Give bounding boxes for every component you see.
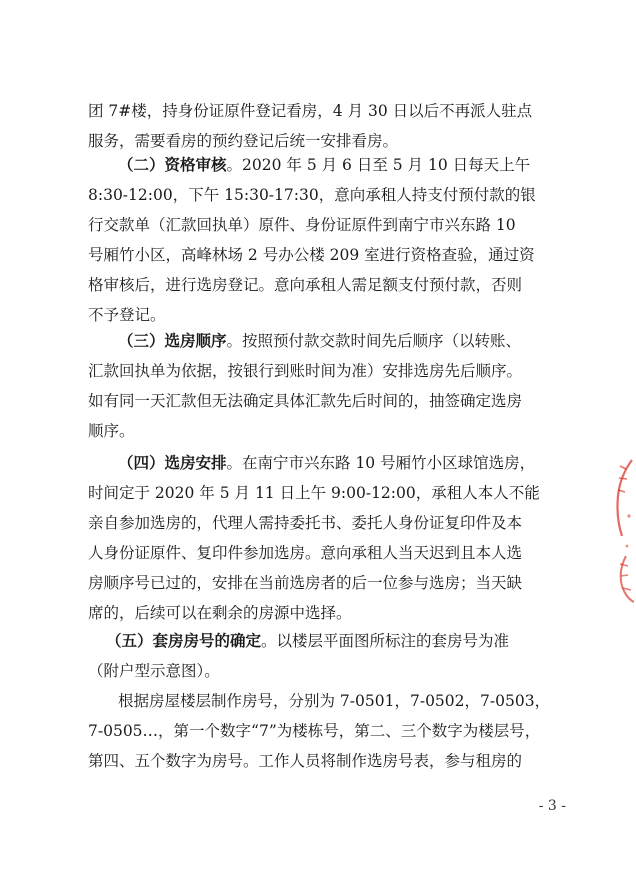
text-run: 。以楼层平面图所标注的套房号为准 bbox=[261, 632, 510, 650]
red-seal-stamp-icon bbox=[612, 456, 634, 606]
text-line: 根据房屋楼层制作房号，分别为 7-0501，7-0502，7-0503， bbox=[118, 692, 551, 710]
section-heading: （三）选房顺序 bbox=[118, 331, 227, 350]
section-heading: （五）套房房号的确定 bbox=[106, 631, 262, 650]
text-line: 行交款单（汇款回执单）原件、身份证原件到南宁市兴东路 10 bbox=[88, 216, 516, 234]
text-line: 格审核后，进行选房登记。意向承租人需足额支付预付款，否则 bbox=[88, 276, 523, 294]
text-run: 。2020 年 5 月 6 日至 5 月 10 日每天上午 bbox=[226, 156, 531, 174]
paragraph-selection-arrangement bbox=[88, 448, 568, 628]
paragraph-selection-order bbox=[88, 326, 568, 446]
text-line: 汇款回执单为依据，按银行到账时间为准）安排选房先后顺序。 bbox=[88, 362, 523, 380]
text-line: 不予登记。 bbox=[88, 306, 166, 324]
paragraph-viewing-continued bbox=[88, 96, 568, 156]
paragraph-room-number bbox=[88, 626, 568, 686]
text-line: 房顺序号已过的，安排在当前选房者的后一位参与选房；当天缺 bbox=[88, 574, 523, 592]
paragraph-qualification-review bbox=[88, 150, 568, 330]
section-heading: （四）选房安排 bbox=[118, 453, 227, 472]
text-run: 。按照预付款交款时间先后顺序（以转账、 bbox=[226, 332, 522, 350]
text-line: 亲自参加选房的，代理人需持委托书、委托人身份证复印件及本 bbox=[88, 514, 523, 532]
text-line: 7-0505…，第一个数字“7”为楼栋号，第二、三个数字为楼层号， bbox=[88, 722, 541, 740]
text-line: 席的，后续可以在剩余的房源中选择。 bbox=[88, 604, 352, 622]
text-line: 人身份证原件、复印件参加选房。意向承租人当天迟到且本人选 bbox=[88, 544, 523, 562]
text-line bbox=[88, 326, 568, 356]
text-run: 。在南宁市兴东路 10 号厢竹小区球馆选房， bbox=[226, 454, 536, 472]
text-line bbox=[88, 626, 568, 656]
text-line: 8:30-12:00，下午 15:30-17:30，意向承租人持支付预付款的银 bbox=[88, 186, 536, 204]
text-line: 团 7#楼，持身份证原件登记看房，4 月 30 日以后不再派人驻点 bbox=[88, 102, 533, 120]
text-line: 如有同一天汇款但无法确定具体汇款先后时间的，抽签确定选房 bbox=[88, 392, 523, 410]
text-line: 服务，需要看房的预约登记后统一安排看房。 bbox=[88, 132, 399, 150]
text-line: （附户型示意图）。 bbox=[88, 662, 220, 680]
text-line: 第四、五个数字为房号。工作人员将制作选房号表，参与租房的 bbox=[88, 752, 523, 770]
text-line: 时间定于 2020 年 5 月 11 日上午 9:00-12:00，承租人本人不能 bbox=[88, 484, 540, 502]
section-heading: （二）资格审核 bbox=[118, 155, 227, 174]
text-line: 号厢竹小区，高峰林场 2 号办公楼 209 室进行资格查验，通过资 bbox=[88, 246, 535, 264]
text-line: 顺序。 bbox=[88, 422, 135, 440]
text-line bbox=[88, 150, 568, 180]
paragraph-room-numbering-rules bbox=[88, 686, 568, 776]
page-number: - 3 - bbox=[538, 798, 566, 814]
text-line bbox=[88, 448, 568, 478]
